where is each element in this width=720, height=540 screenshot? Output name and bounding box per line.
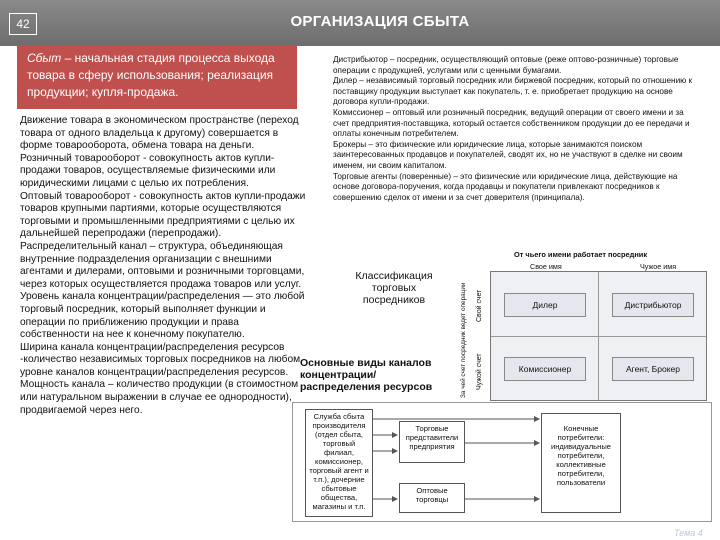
classification-label: Классификация торговых посредников [355, 270, 433, 306]
slide-number: 42 [9, 13, 37, 35]
right-column [333, 55, 701, 203]
matrix-cell-distributor: Дистрибьютор [612, 293, 694, 317]
matrix-row-other: Чужой счет [476, 353, 483, 390]
channels-label: Основные виды каналов концентрации/распределения ресурсов [300, 357, 433, 393]
matrix-cell-dealer: Дилер [504, 293, 586, 317]
paragraph: Мощность канала – количество продукции (в стоимостном или натуральном выражении в случае ее однородности), продвигаемой через него. [20, 379, 299, 416]
paragraph: Торговые агенты (поверенные) – это физические или юридические лица, действующие на основе договора-поручения, когда продавцы и покупатели привлекают посредников к совершению сделок от имени и за счет доверителя (принципала). [333, 171, 678, 202]
paragraph: Распределительный канал – структура, объединяющая внутренние подразделения организации с внешними агентами и дилерами, оптовыми и розничными торговцами, через которых осуществляется продажа товаров или услуг. [20, 240, 305, 290]
paragraph: Уровень канала концентрации/распределения — это любой торговый посредник, который выполняет функции и операции по приближению продукции и права собственности на нее к конечному покупателю. [20, 291, 305, 341]
end-consumers-box: Конечные потребители: индивидуальные потребители, коллективные потребители, пользователи [541, 413, 621, 513]
channels-diagram [292, 402, 712, 522]
intermediary-matrix [490, 271, 707, 401]
paragraph: Комиссионер – оптовый или розничный посредник, ведущий операции от своего имени и за счет предприятия-поставщика, который остается собственником продукции до ее передачи и оплаты конечным потребителем. [333, 107, 690, 139]
paragraph: Дистрибьютор – посредник, осуществляющий оптовые (реже оптово-розничные) торговые операции с продукцией, услугами или с ценными бумагами. [333, 55, 679, 75]
matrix-col-other: Чужое имя [640, 262, 677, 271]
left-column [20, 115, 310, 417]
sales-service-box: Служба сбыта производителя (отдел сбыта, торговый филиал, комиссионер, торговый агент и т.п.), дочерние сбытовые общества, магазины и т.п. [305, 409, 373, 517]
definition-box [17, 45, 297, 109]
wholesalers-box: Оптовые торговцы [399, 483, 465, 513]
paragraph: Розничный товарооборот - совокупность актов купли-продажи товаров, осуществляемые физическими или юридическими лицами с целью их потребления. [20, 152, 276, 189]
matrix-cell-commissioner: Комиссионер [504, 357, 586, 381]
paragraph: Брокеры – это физические или юридические лица, которые занимаются поиском заинтересованных продавцов и покупателей, сводят их, но не участвуют в сделке ни своим именем, ни своим капиталом. [333, 139, 683, 170]
paragraph: Дилер – независимый торговый посредник или биржевой посредник, который по отношению к поставщику продукции выступает как покупатель, т. е. приобретает продукцию на основе договора купли-продажи. [333, 76, 693, 107]
slide-title: ОРГАНИЗАЦИЯ СБЫТА [290, 13, 470, 30]
matrix-col-own: Свое имя [530, 262, 562, 271]
matrix-row-side: За чей счет посредник ведет операции [460, 282, 467, 398]
matrix-row-own: Свой счет [476, 289, 483, 322]
matrix-cell-agent-broker: Агент, Брокер [612, 357, 694, 381]
paragraph: Движение товара в экономическом пространстве (переход товара от одного владельца к другому) совершается в форме товарооборота, обмена товара на деньги. [20, 115, 299, 152]
theme-watermark: Тема 4 [674, 528, 703, 538]
trade-representatives-box: Торговые представители предприятия [399, 421, 465, 463]
paragraph: Оптовый товарооборот - совокупность актов купли-продажи товаров крупными партиями, которые осуществляются торговыми и промышленными предприятиями с целью их дальнейшей перепродажи (перепродажи). [20, 190, 306, 240]
matrix-title: От чьего имени работает посредник [514, 250, 648, 259]
definition-term: Сбыт [27, 51, 62, 65]
definition-text: – начальная стадия процесса выхода товара в сферу использования; реализация продукции; купля-продажа. [27, 51, 275, 99]
paragraph: Ширина канала концентрации/распределения ресурсов -количество независимых торговых посредников на любом уровне каналов концентрации/распределения ресурсов. [20, 341, 301, 378]
matrix-divider [491, 336, 706, 337]
